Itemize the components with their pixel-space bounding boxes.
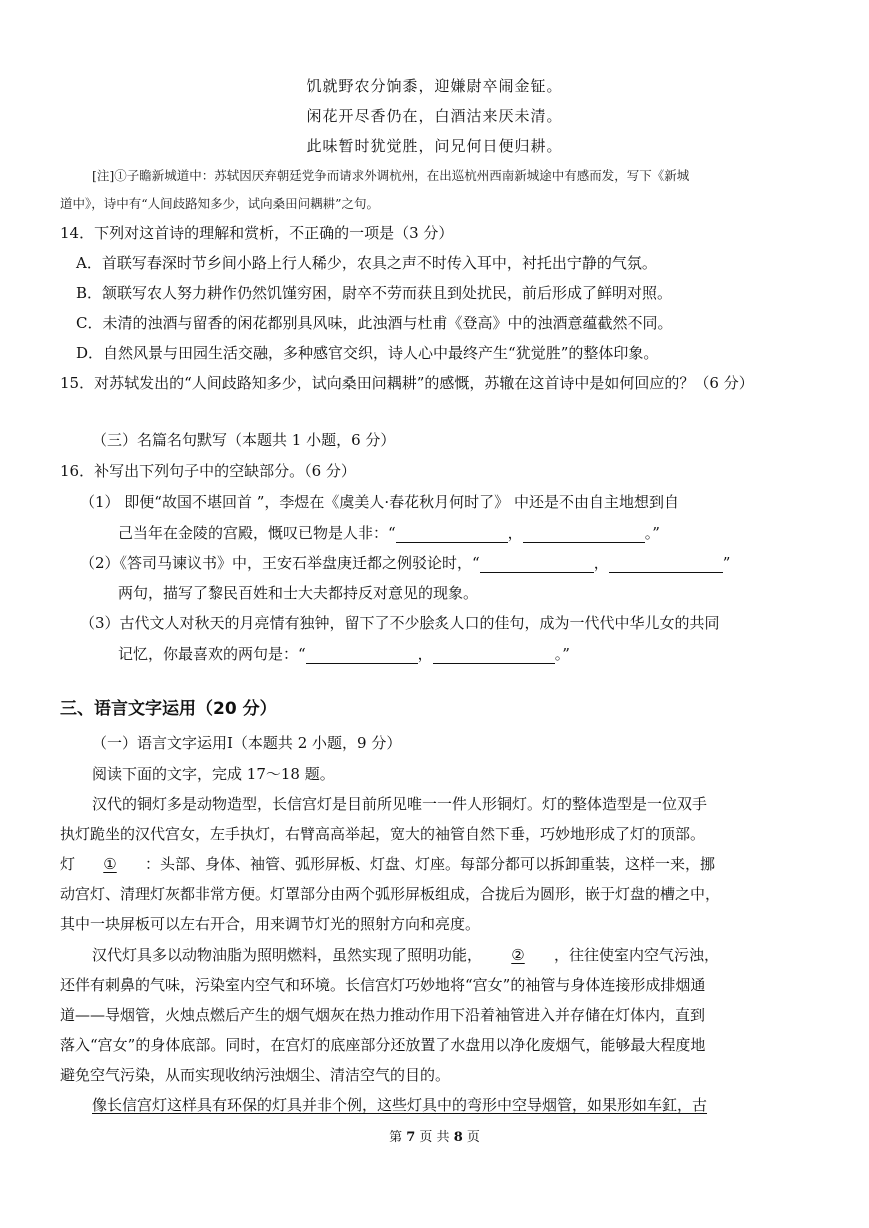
blank-marker-2: ② bbox=[511, 946, 525, 964]
para2-line2: 还伴有刺鼻的气味，污染室内空气和环境。长信宫灯巧妙地将“宫女”的袖管与身体连接形成排烟通 bbox=[60, 976, 706, 994]
q16-item3-prefix: 记忆，你最喜欢的两句是：“ bbox=[118, 645, 306, 663]
poem-line-1: 饥就野农分饷黍，迎嫌尉卒闹金钲。 bbox=[306, 77, 563, 95]
q14-option-d: D．自然风景与田园生活交融，多种感官交织，诗人心中最终产生“犹觉胜”的整体印象。 bbox=[76, 344, 659, 362]
q16-item2-blank-1[interactable] bbox=[480, 556, 594, 573]
para1-line5: 其中一块屏板可以左右开合，用来调节灯光的照射方向和亮度。 bbox=[60, 915, 481, 933]
para2-line1-prefix: 汉代灯具多以动物油脂为照明燃料，虽然实现了照明功能， bbox=[92, 946, 483, 964]
q16-stem: 16．补写出下列句子中的空缺部分。（6 分） bbox=[60, 462, 356, 480]
q16-item1-line1: （1） 即便“故国不堪回首 ”，李煜在《虞美人·春花秋月何时了》 中还是不由自主地想到自 bbox=[80, 493, 679, 511]
para2-line1-text: ，往往使室内空气污浊， bbox=[554, 946, 720, 964]
section-yuyan-heading: （一）语言文字运用Ⅰ（本题共 2 小题，9 分） bbox=[92, 734, 402, 752]
para1-line3-text: ：头部、身体、袖管、弧形屏板、灯盘、灯座。每部分都可以拆卸重装，这样一来，挪 bbox=[145, 855, 716, 873]
part-three-heading: 三、语言文字运用（20 分） bbox=[60, 699, 277, 719]
note-line-1: [注]①子瞻新城道中：苏轼因厌弃朝廷党争而请求外调杭州，在出巡杭州西南新城途中有感而发，写下《新城 bbox=[92, 168, 690, 183]
poem-line-2: 闲花开尽香仍在，白酒沽来厌未清。 bbox=[306, 107, 563, 125]
q15-stem: 15．对苏轼发出的“人间歧路知多少，试向桑田问耦耕”的感慨，苏辙在这首诗中是如何回应的？（6 分） bbox=[60, 374, 754, 392]
q16-item1-separator: ， bbox=[507, 524, 523, 542]
reading-instruction: 阅读下面的文字，完成 17～18 题。 bbox=[92, 765, 335, 783]
footer-middle: 页 共 bbox=[415, 1130, 454, 1145]
q16-item1-line2 bbox=[118, 523, 660, 543]
para3-line1-underlined: 像长信宫灯这样具有环保的灯具并非个例，这些灯具中的弯形中空导烟管，如果形如车釭，古 bbox=[92, 1096, 708, 1114]
note-line-2: 道中》，诗中有“人间歧路知多少，试向桑田问耦耕”之句。 bbox=[60, 196, 380, 211]
poem-line-3: 此味暂时犹觉胜，问兄何日便归耕。 bbox=[306, 137, 563, 155]
q16-item2-suffix: ” bbox=[722, 554, 731, 572]
q16-item2-blank-2[interactable] bbox=[609, 556, 723, 573]
q16-item3-blank-2[interactable] bbox=[433, 647, 555, 664]
q16-item3-line1: （3）古代文人对秋天的月亮情有独钟，留下了不少脍炙人口的佳句，成为一代代中华儿女的共同 bbox=[80, 614, 720, 632]
footer-suffix: 页 bbox=[462, 1130, 480, 1145]
q14-stem: 14．下列对这首诗的理解和赏析，不正确的一项是（3 分） bbox=[60, 224, 454, 242]
q16-item3-suffix: 。” bbox=[554, 645, 570, 663]
para1-line4: 动宫灯、清理灯灰都非常方便。灯罩部分由两个弧形屏板组成，合拢后为圆形，嵌于灯盘的槽之中， bbox=[60, 885, 721, 903]
q16-item2-line1 bbox=[80, 553, 730, 573]
q16-item1-prefix: 己当年在金陵的宫殿，慨叹已物是人非：“ bbox=[118, 524, 396, 542]
para2-line3: 道——导烟管，火烛点燃后产生的烟气烟灰在热力推动作用下沿着袖管进入并存储在灯体内，直到 bbox=[60, 1006, 706, 1024]
para2-line4: 落入“宫女”的身体底部。同时，在宫灯的底座部分还放置了水盘用以净化废烟气，能够最大程度地 bbox=[60, 1036, 706, 1054]
q16-item1-blank-1[interactable] bbox=[396, 526, 508, 543]
para2-line1 bbox=[92, 945, 719, 965]
q14-option-a: A．首联写春深时节乡间小路上行人稀少，农具之声不时传入耳中，衬托出宁静的气氛。 bbox=[76, 254, 657, 272]
q16-item2-line2: 两句，描写了黎民百姓和士大夫都持反对意见的现象。 bbox=[118, 584, 479, 602]
q16-item3-separator: ， bbox=[417, 645, 433, 663]
q14-option-c: C．未清的浊酒与留香的闲花都别具风味，此浊酒与杜甫《登高》中的浊酒意蕴截然不同。 bbox=[76, 314, 673, 332]
para2-line5: 避免空气污染，从而实现收纳污浊烟尘、清洁空气的目的。 bbox=[60, 1066, 451, 1084]
section-mingpian-heading: （三）名篇名句默写（本题共 1 小题，6 分） bbox=[92, 431, 396, 449]
q16-item2-prefix: （2）《答司马谏议书》中，王安石举盘庚迁都之例驳论时，“ bbox=[80, 554, 480, 572]
para1-line3-prefix: 灯 bbox=[60, 855, 76, 873]
page-footer bbox=[0, 1128, 869, 1148]
para1-line1: 汉代的铜灯多是动物造型，长信宫灯是目前所见唯一一件人形铜灯。灯的整体造型是一位双手 bbox=[92, 795, 708, 813]
footer-page-number: 7 bbox=[406, 1130, 416, 1145]
para1-line2: 执灯跪坐的汉代宫女，左手执灯，右臂高高举起，宽大的袖管自然下垂，巧妙地形成了灯的顶部。 bbox=[60, 825, 706, 843]
q16-item2-separator: ， bbox=[593, 554, 609, 572]
q16-item1-blank-2[interactable] bbox=[523, 526, 645, 543]
q16-item1-suffix: 。” bbox=[644, 524, 660, 542]
q16-item3-line2 bbox=[118, 644, 570, 664]
footer-total-pages: 8 bbox=[453, 1130, 463, 1145]
q14-option-b: B．颔联写农人努力耕作仍然饥馑穷困，尉卒不劳而获且到处扰民，前后形成了鲜明对照。 bbox=[76, 284, 673, 302]
footer-prefix: 第 bbox=[389, 1130, 407, 1145]
para1-line3 bbox=[60, 854, 715, 874]
q16-item3-blank-1[interactable] bbox=[306, 647, 418, 664]
blank-marker-1: ① bbox=[103, 855, 117, 873]
